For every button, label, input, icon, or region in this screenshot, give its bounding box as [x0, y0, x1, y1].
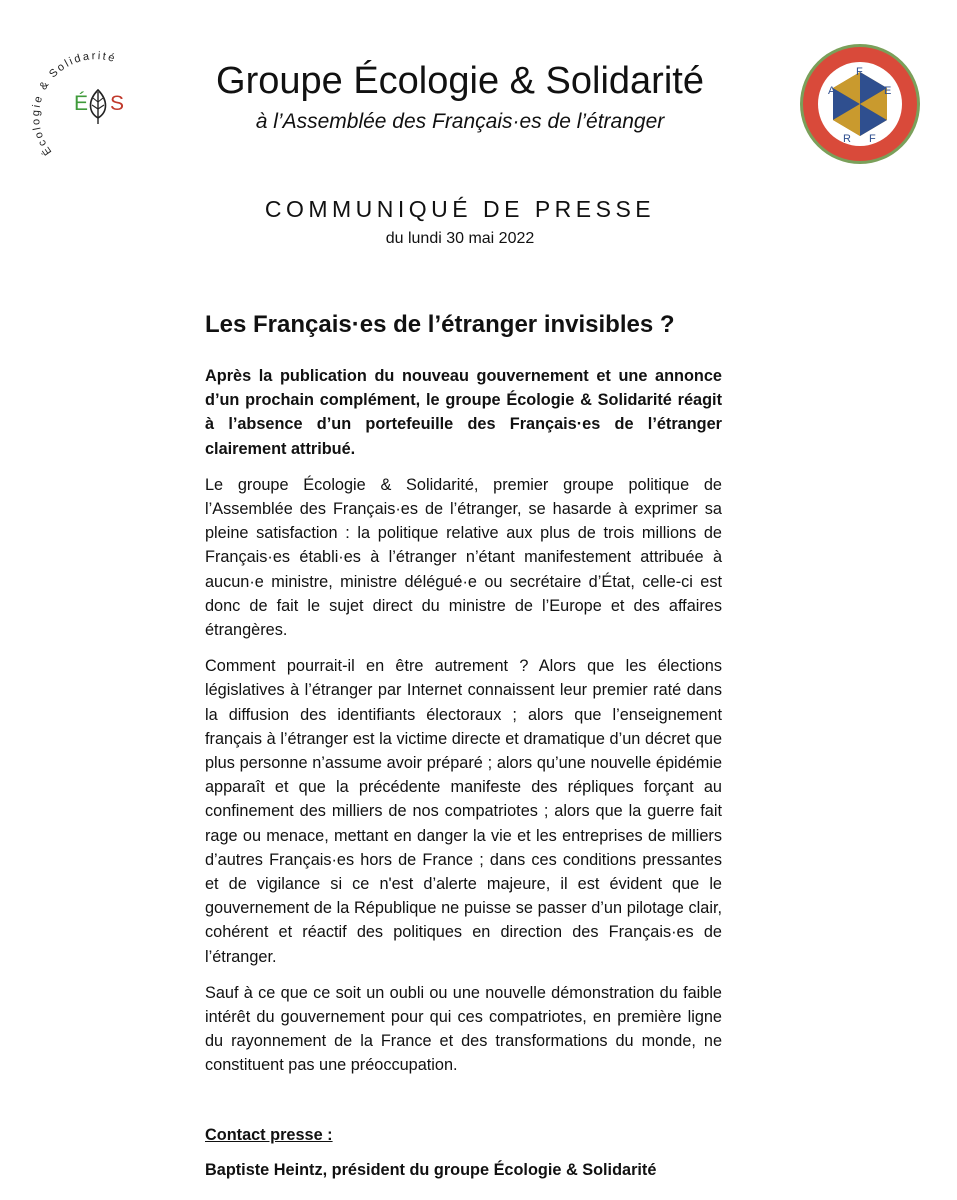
- afe-letter-e: E: [884, 85, 892, 97]
- leaf-icon: [91, 90, 106, 124]
- article-lead: Après la publication du nouveau gouvernement et une annonce d’un prochain complément, le groupe Écologie & Solidarité réagit à l’absence d’un portefeuille des Français·es de l’étranger clairement attribué.: [205, 367, 722, 458]
- ecologie-solidarite-logo-icon: [30, 40, 160, 165]
- logo-ring-text: Écologie & Solidarité: [30, 50, 118, 158]
- press-release-date: du lundi 30 mai 2022: [385, 230, 535, 247]
- afe-letter-a: A: [828, 85, 836, 97]
- article-paragraph: Le groupe Écologie & Solidarité, premier groupe politique de l’Assemblée des Français·es de l’étranger, se hasarde à exprimer sa pleine satisfaction : la politique relative aux plus de trois millions de Français·es établi·es à l’étranger n’étant manifestement attribuée à aucun·e ministre, ministre délégué·e ou secrétaire d’État, celle-ci est donc de fait le sujet direct du ministre de l’Europe et des affaires étrangères.: [205, 475, 722, 640]
- org-title: Groupe Écologie & Solidarité: [216, 60, 704, 102]
- contact-name: Baptiste Heintz, président du groupe Écologie & Solidarité: [205, 1160, 657, 1179]
- afe-letter-f2: F: [869, 133, 876, 145]
- org-subtitle: à l’Assemblée des Français·es de l’étranger: [255, 110, 665, 133]
- logo-letter-e: É: [74, 92, 89, 115]
- article-paragraph: Sauf à ce que ce soit un oubli ou une nouvelle démonstration du faible intérêt du gouvernement pour qui ces compatriotes, en première ligne du rayonnement de la France et des transformations du monde, ne constituent pas une préoccupation.: [205, 983, 722, 1075]
- afe-letter-f: F: [856, 66, 863, 78]
- article-body: [205, 308, 722, 1180]
- afe-logo: [798, 42, 922, 166]
- article-paragraph: Comment pourrait-il en être autrement ? Alors que les élections législatives à l’étranger par Internet connaissent leur premier raté dans la diffusion des identifiants électoraux ; alors que l’enseignement français à l’étranger est la victime directe et dramatique d’un décret que plus personne n’assume avoir préparé ; alors qu’une nouvelle épidémie apparaît et que la précédente manifeste des répliques forçant au confinement des milliers de nos compatriotes ; alors que la guerre fait rage ou menace, mettant en danger la vie et les entreprises de milliers d’autres Français·es hors de France ; dans ces conditions pressantes et de vigilance si ce n'est d’alerte majeure, il est évident que le gouvernement de la République ne puisse se passer d’un pilotage clair, cohérent et réactif des politiques en direction des Français·es de l’étranger.: [205, 657, 722, 966]
- press-release-label: COMMUNIQUÉ DE PRESSE: [264, 196, 656, 222]
- logo-letter-s: S: [110, 92, 125, 115]
- contact-title: Contact presse :: [205, 1125, 333, 1144]
- article-headline: Les Français·es de l’étranger invisibles ?: [205, 311, 675, 338]
- ecologie-solidarite-logo: [30, 40, 160, 165]
- afe-seal-icon: [798, 42, 922, 166]
- afe-letter-r: R: [843, 133, 851, 145]
